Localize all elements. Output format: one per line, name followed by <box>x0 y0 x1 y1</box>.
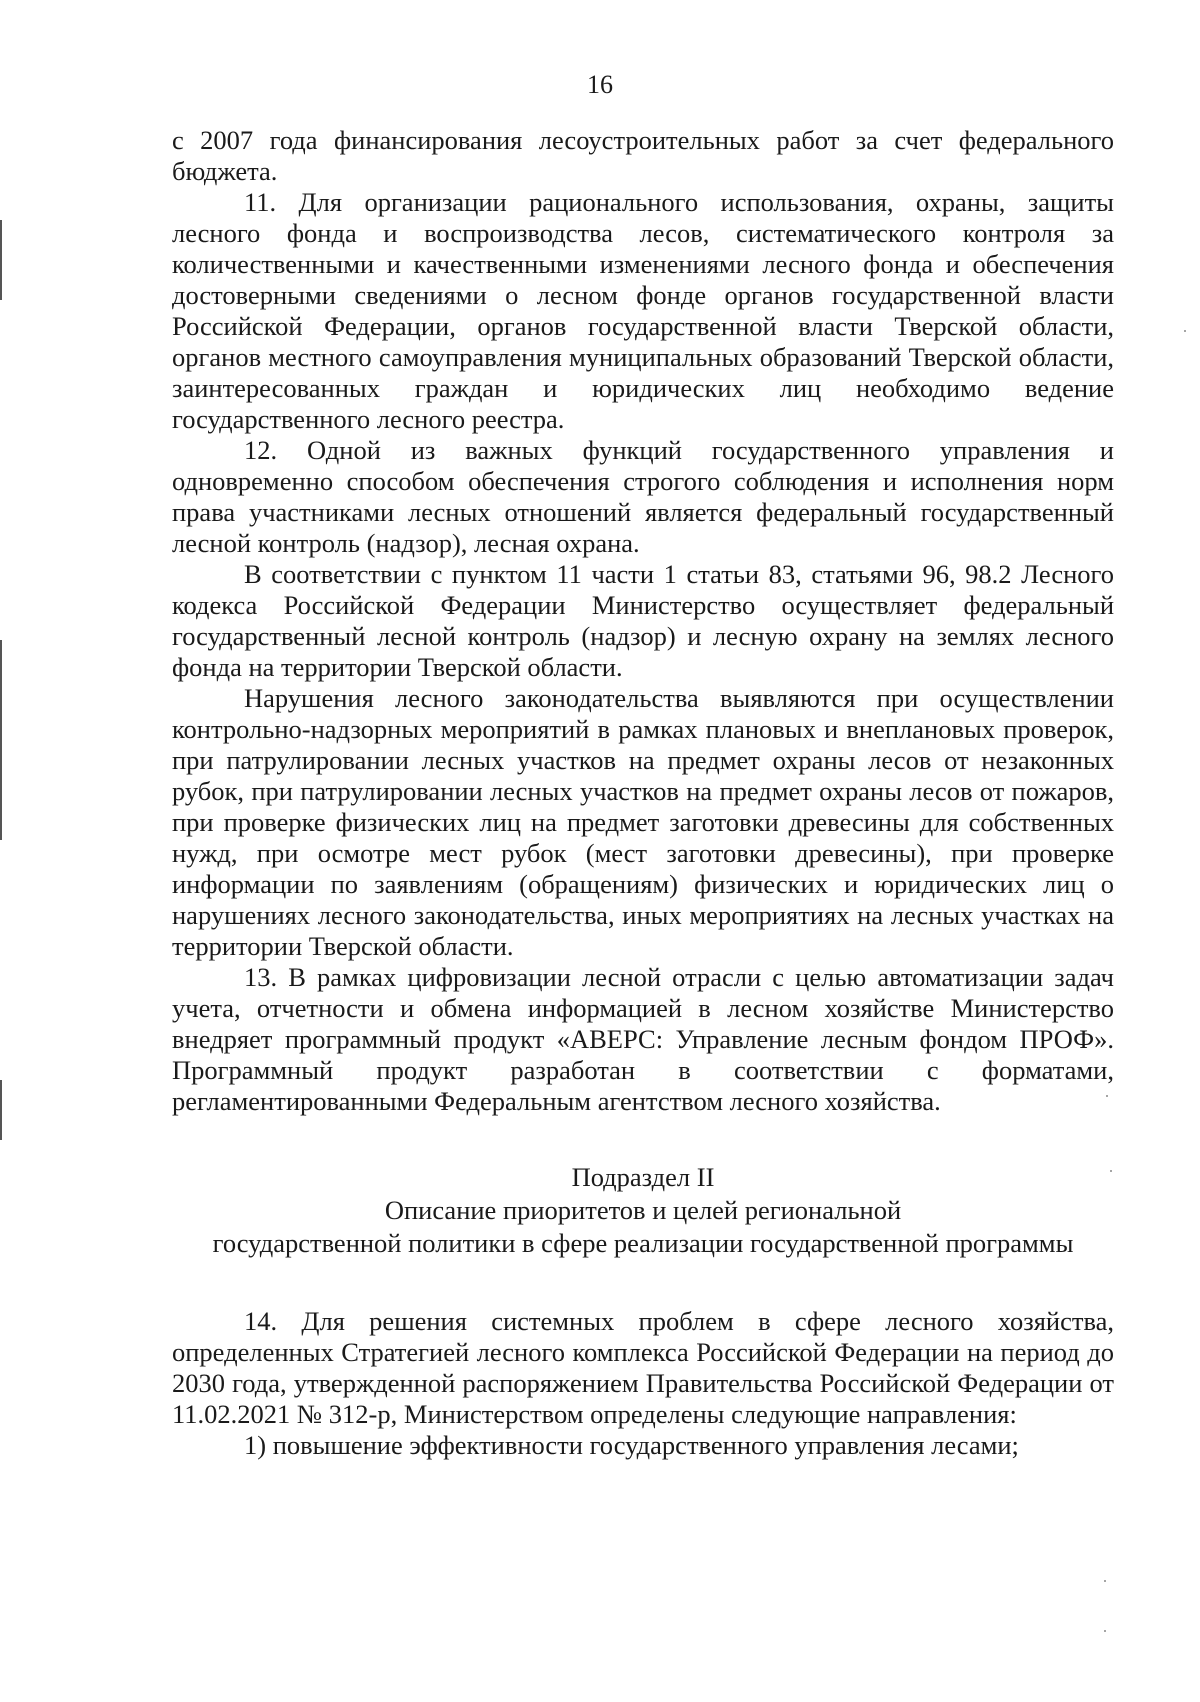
paragraph-12: 12. Одной из важных функций государственного управления и одновременно способом обеспечения строгого соблюдения и исполнения норм права участниками лесных отношений является федеральный государственный лесной контроль (надзор), лесная охрана. <box>172 435 1114 558</box>
scan-speck <box>1104 1630 1106 1632</box>
paragraph-violations: Нарушения лесного законодательства выявляются при осуществлении контрольно-надзорных мероприятий в рамках плановых и внеплановых проверок, при патрулировании лесных участков на предмет охраны лесов от незаконных рубок, при патрулировании лесных участков на предмет охраны лесов от пожаров, при проверке физических лиц на предмет заготовки древесины для собственных нужд, при осмотре мест рубок (мест заготовки древесины), при проверке информации по заявлениям (обращениям) физических и юридических лиц о нарушениях лесного законодательства, иных мероприятиях на лесных участках на территории Тверской области. <box>172 683 1114 961</box>
list-item-1: 1) повышение эффективности государственного управления лесами; <box>244 1430 1019 1460</box>
paragraph-13: 13. В рамках цифровизации лесной отрасли с целью автоматизации задач учета, отчетности и обмена информацией в лесном хозяйстве Министерство внедряет программный продукт «АВЕРС: Управление лесным фондом ПРОФ». Программный продукт разработан в соответствии с форматами, регламентированными Федеральным агентством лесного хозяйства. <box>172 962 1114 1116</box>
scan-edge-mark <box>0 640 2 840</box>
scan-speck <box>1106 1095 1108 1097</box>
scan-edge-mark <box>0 1080 2 1140</box>
scan-speck <box>1184 330 1186 332</box>
scan-speck <box>1110 1170 1112 1172</box>
paragraph-continuation: с 2007 года финансирования лесоустроительных работ за счет федерального бюджета. <box>172 125 1114 186</box>
scan-speck <box>1104 1580 1106 1582</box>
section-heading <box>172 1161 1114 1260</box>
section-heading-title-line1: Описание приоритетов и целей региональной <box>384 1195 902 1225</box>
section-heading-title-line2: государственной политики в сфере реализации государственной программы <box>212 1228 1074 1258</box>
document-body <box>172 125 1114 1461</box>
page-number: 16 <box>587 70 613 99</box>
section-heading-subsection: Подраздел II <box>571 1162 715 1192</box>
paragraph-11: 11. Для организации рационального использования, охраны, защиты лесного фонда и воспроизводства лесов, систематического контроля за количественными и качественными изменениями лесного фонда и обеспечения достоверными сведениями о лесном фонде органов государственной власти Российской Федерации, органов государственной власти Тверской области, органов местного самоуправления муниципальных образований Тверской области, заинтересованных граждан и юридических лиц необходимо ведение государственного лесного реестра. <box>172 187 1114 434</box>
paragraph-14: 14. Для решения системных проблем в сфере лесного хозяйства, определенных Стратегией лесного комплекса Российской Федерации на период до 2030 года, утвержденной распоряжением Правительства Российской Федерации от 11.02.2021 № 312-р, Министерством определены следующие направления: <box>172 1306 1114 1429</box>
paragraph-forest-code: В соответствии с пунктом 11 части 1 статьи 83, статьями 96, 98.2 Лесного кодекса Российской Федерации Министерство осуществляет федеральный государственный лесной контроль (надзор) и лесную охрану на землях лесного фонда на территории Тверской области. <box>172 559 1114 682</box>
scan-edge-mark <box>0 220 2 300</box>
